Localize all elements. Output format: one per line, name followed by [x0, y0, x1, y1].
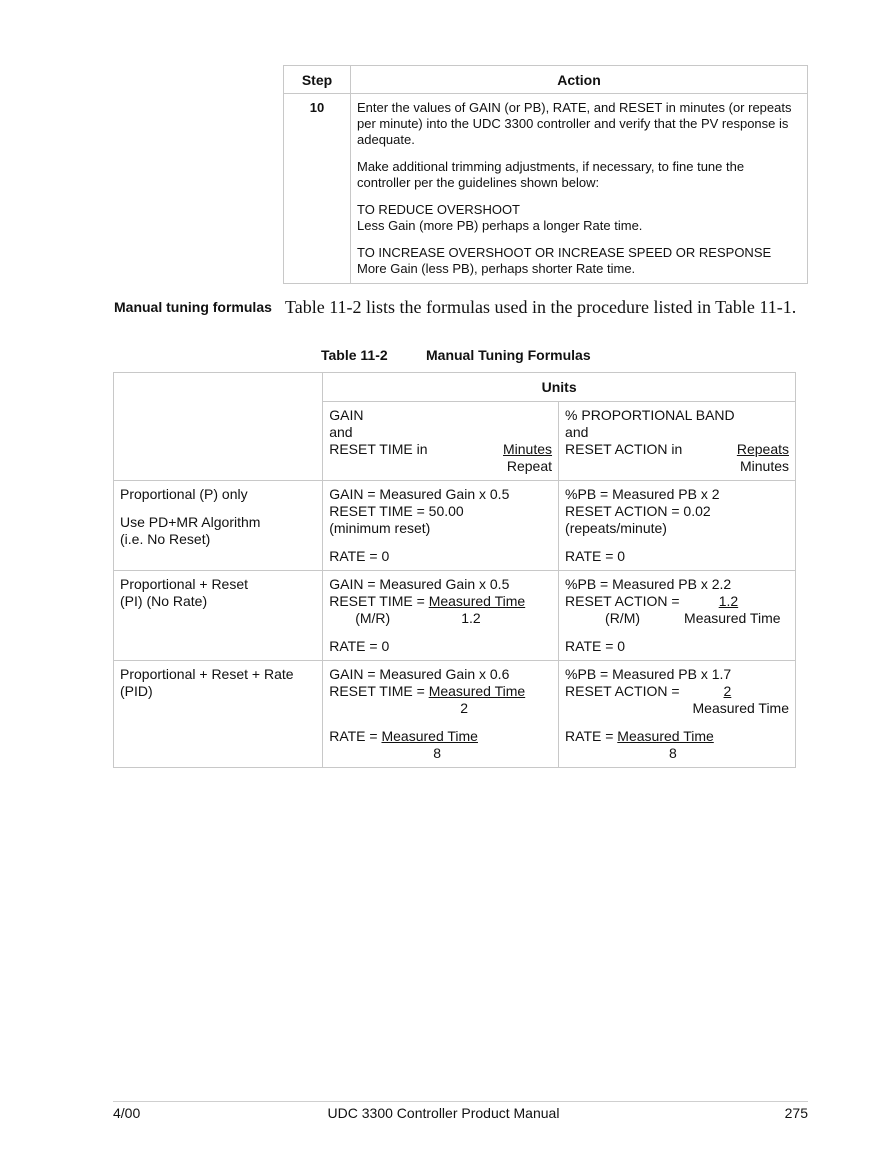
pb-formula-cell: %PB = Measured PB x 2 RESET ACTION = 0.02 (repeats/minute) RATE = 0	[559, 481, 796, 571]
mode-label-cell: Proportional + Reset (PI) (No Rate)	[114, 571, 323, 661]
table-caption	[321, 347, 591, 363]
caption-title: Manual Tuning Formulas	[426, 347, 591, 363]
mode-label-cell: Proportional (P) only Use PD+MR Algorithm (i.e. No Reset)	[114, 481, 323, 571]
footer-date: 4/00	[113, 1105, 141, 1121]
pb-formula-cell: %PB = Measured PB x 1.7 RESET ACTION = 2 Measured Time RATE = Measured Time 8	[559, 661, 796, 768]
empty-corner-cell	[114, 373, 323, 481]
action-paragraph: TO REDUCE OVERSHOOT Less Gain (more PB) perhaps a longer Rate time.	[357, 202, 643, 233]
step-table	[283, 65, 808, 284]
caption-number: Table 11-2	[321, 347, 388, 363]
action-paragraph: Make additional trimming adjustments, if necessary, to fine tune the controller per the guidelines shown below:	[357, 159, 745, 190]
formulas-table	[113, 372, 796, 768]
table-row	[114, 661, 796, 768]
units-header: Units	[323, 373, 796, 402]
action-cell	[351, 94, 808, 284]
step-number: 10	[284, 94, 351, 284]
table-row	[114, 481, 796, 571]
mode-label-cell: Proportional + Reset + Rate (PID)	[114, 661, 323, 768]
pb-units-header: % PROPORTIONAL BAND and RESET ACTION in Repeats Minutes	[559, 402, 796, 481]
footer-title: UDC 3300 Controller Product Manual	[327, 1105, 560, 1121]
footer-divider	[113, 1101, 808, 1102]
gain-formula-cell: GAIN = Measured Gain x 0.5 RESET TIME = 50.00 (minimum reset) RATE = 0	[323, 481, 559, 571]
gain-formula-cell: GAIN = Measured Gain x 0.5 RESET TIME = Measured Time (M/R) 1.2 RATE = 0	[323, 571, 559, 661]
section-body: Table 11-2 lists the formulas used in the procedure listed in Table 11-1.	[285, 297, 797, 317]
action-header: Action	[351, 66, 808, 94]
gain-formula-cell: GAIN = Measured Gain x 0.6 RESET TIME = Measured Time 2 RATE = Measured Time 8	[323, 661, 559, 768]
table-row	[114, 571, 796, 661]
action-paragraph: TO INCREASE OVERSHOOT OR INCREASE SPEED OR RESPONSE More Gain (less PB), perhaps shorter Rate time.	[357, 245, 772, 276]
step-header: Step	[284, 66, 351, 94]
gain-units-header: GAIN and RESET TIME in Minutes Repeat	[323, 402, 559, 481]
action-paragraph: Enter the values of GAIN (or PB), RATE, and RESET in minutes (or repeats per minute) into the UDC 3300 controller and verify that the PV response is adequate.	[357, 100, 792, 147]
pb-formula-cell: %PB = Measured PB x 2.2 RESET ACTION = 1.2 (R/M) Measured Time RATE = 0	[559, 571, 796, 661]
section-heading: Manual tuning formulas	[114, 299, 272, 315]
footer-page-number: 275	[784, 1105, 808, 1121]
